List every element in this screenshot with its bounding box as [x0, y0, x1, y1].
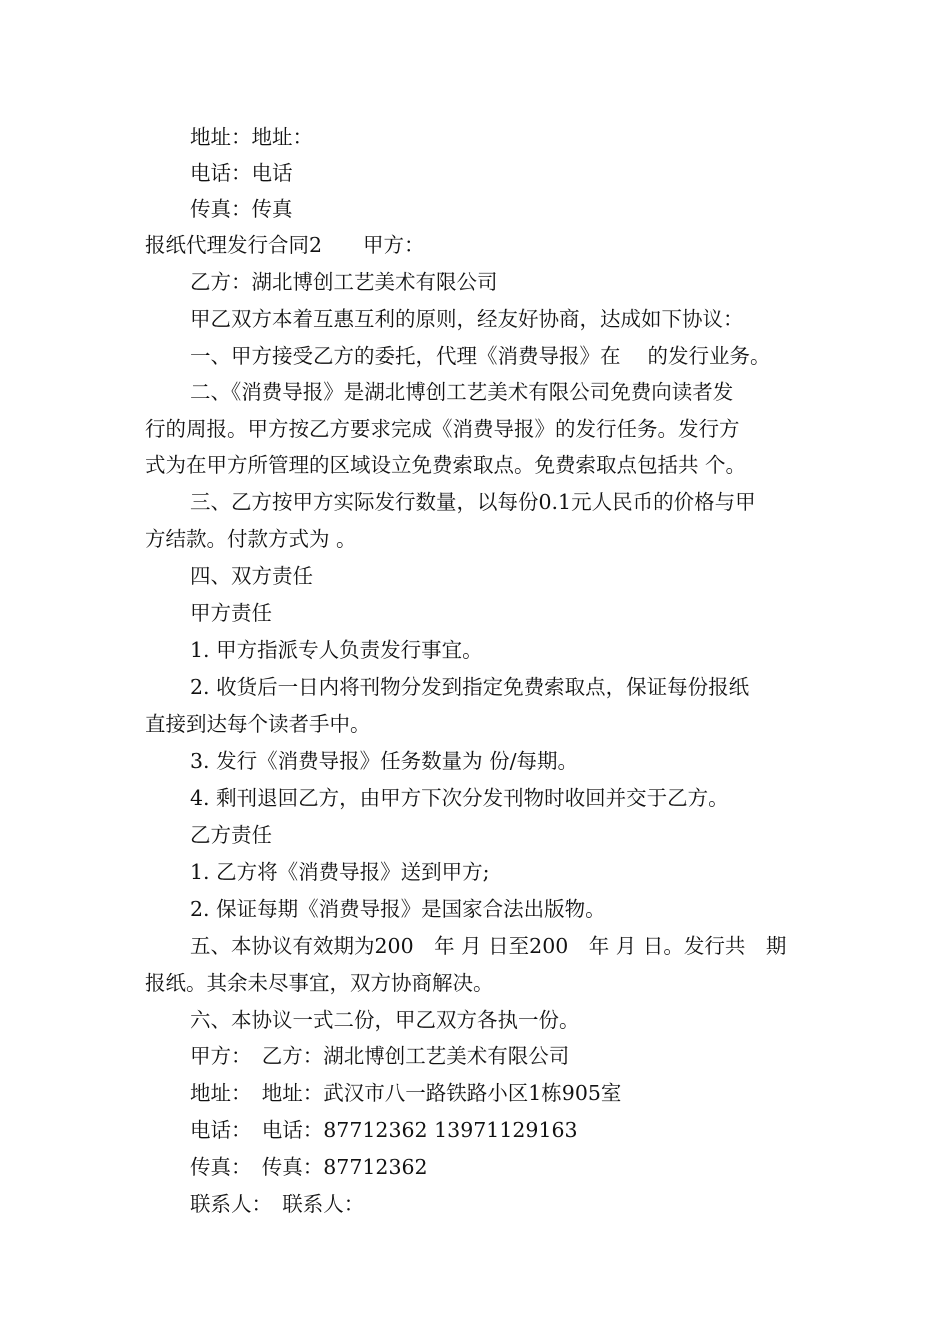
- preamble-line: 甲乙双方本着互惠互利的原则，经友好协商，达成如下协议：: [190, 307, 744, 331]
- address-line: 地址：地址：: [190, 125, 313, 149]
- party-a-duties-heading: 甲方责任: [190, 601, 272, 625]
- party-a-duty-4: 4. 剩刊退回乙方，由甲方下次分发刊物时收回并交于乙方。: [190, 786, 729, 810]
- signature-address: 地址： 地址：武汉市八一路铁路小区1栋905室: [190, 1081, 622, 1105]
- clause-2-cont: 行的周报。甲方按乙方要求完成《消费导报》的发行任务。发行方: [145, 417, 740, 441]
- clause-5-start: 五、本协议有效期为200 年 月 日至200 年 月 日。发行共 期: [190, 934, 787, 958]
- clause-2-start: 二、《消费导报》是湖北博创工艺美术有限公司免费向读者发: [190, 380, 734, 404]
- party-b-duty-1: 1. 乙方将《消费导报》送到甲方;: [190, 860, 490, 884]
- party-b-duty-2: 2. 保证每期《消费导报》是国家合法出版物。: [190, 897, 606, 921]
- signature-contact: 联系人： 联系人：: [190, 1192, 365, 1216]
- clause-3-end: 方结款。付款方式为 。: [145, 527, 357, 551]
- clause-4-heading: 四、双方责任: [190, 564, 313, 588]
- party-a-duty-2-start: 2. 收货后一日内将刊物分发到指定免费索取点，保证每份报纸: [190, 675, 750, 699]
- party-a-duty-2-end: 直接到达每个读者手中。: [145, 712, 371, 736]
- clause-2-end: 式为在甲方所管理的区域设立免费索取点。免费索取点包括共 个。: [145, 453, 747, 477]
- clause-1: 一、甲方接受乙方的委托，代理《消费导报》在 的发行业务。: [190, 344, 771, 368]
- clause-3-start: 三、乙方按甲方实际发行数量，以每份0.1元人民币的价格与甲: [190, 490, 756, 514]
- clause-6: 六、本协议一式二份，甲乙双方各执一份。: [190, 1008, 580, 1032]
- party-b-duties-heading: 乙方责任: [190, 823, 272, 847]
- fax-line: 传真：传真: [190, 197, 293, 221]
- contract-title-line: 报纸代理发行合同2 甲方：: [145, 233, 425, 257]
- party-a-duty-3: 3. 发行《消费导报》任务数量为 份/每期。: [190, 749, 578, 773]
- party-a-duty-1: 1. 甲方指派专人负责发行事宜。: [190, 638, 483, 662]
- signature-fax: 传真： 传真：87712362: [190, 1155, 428, 1179]
- clause-5-end: 报纸。其余未尽事宜，双方协商解决。: [145, 971, 494, 995]
- party-b-line: 乙方：湖北博创工艺美术有限公司: [190, 270, 498, 294]
- signature-parties: 甲方： 乙方：湖北博创工艺美术有限公司: [190, 1044, 570, 1068]
- phone-line: 电话：电话: [190, 161, 293, 185]
- signature-phone: 电话： 电话：87712362 13971129163: [190, 1118, 578, 1142]
